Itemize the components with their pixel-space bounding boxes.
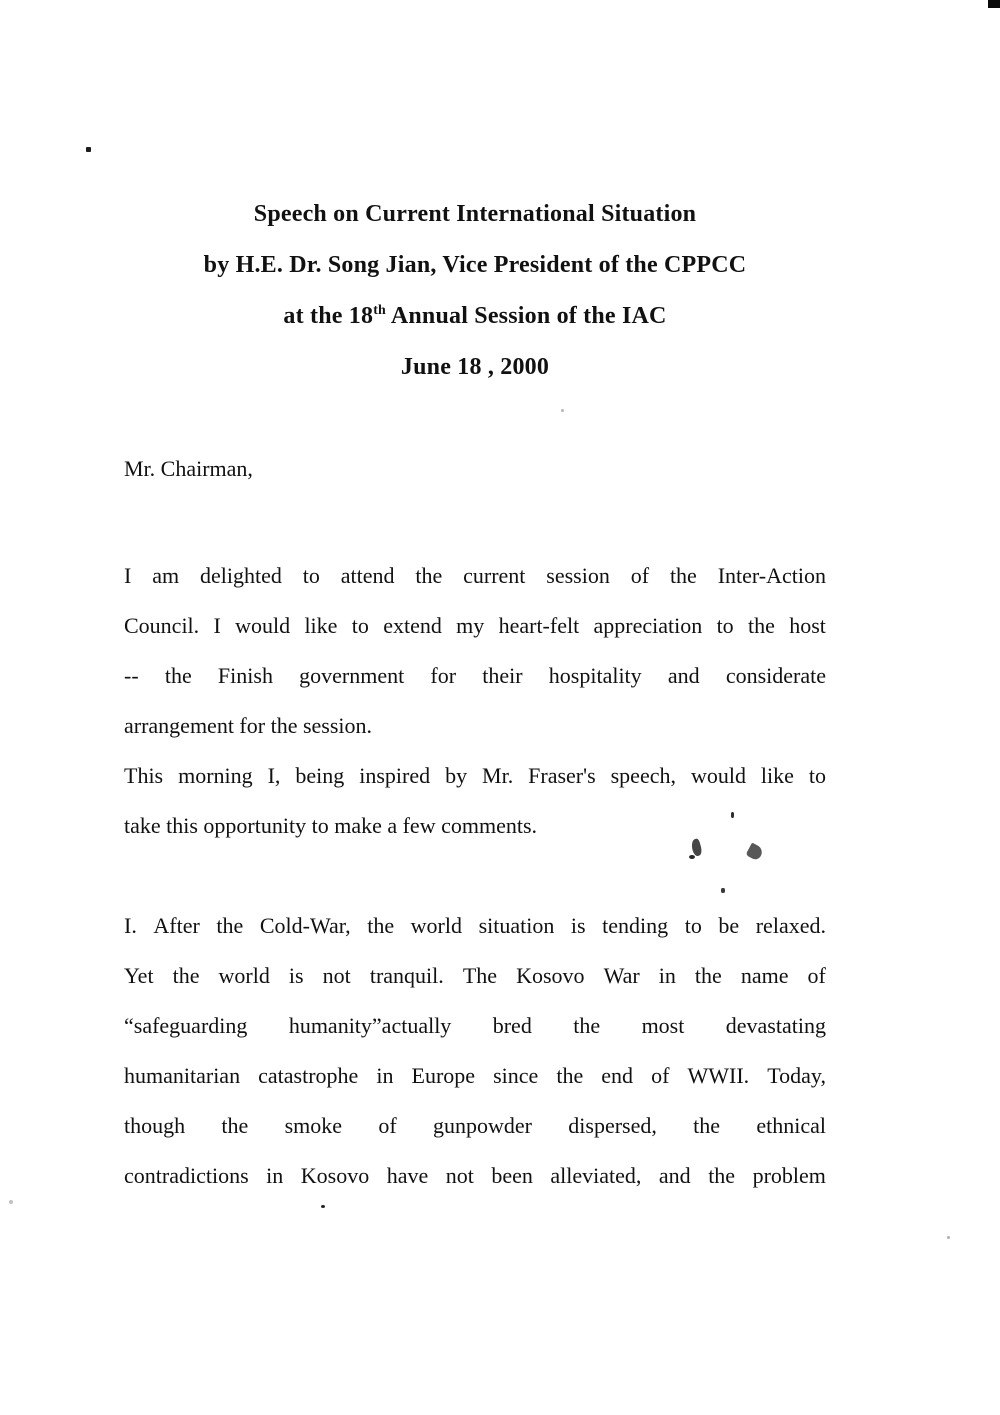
document-date-text: June 18 , 2000 bbox=[400, 354, 550, 380]
word: my bbox=[456, 613, 485, 638]
word: world bbox=[410, 913, 462, 938]
word: After bbox=[153, 913, 200, 938]
word: contradictions bbox=[124, 1163, 249, 1188]
word: to bbox=[808, 763, 826, 788]
ordinal-superscript: th bbox=[373, 303, 386, 318]
word: Cold-War, bbox=[259, 913, 351, 938]
word: hospitality bbox=[548, 663, 642, 688]
word: relaxed. bbox=[755, 913, 826, 938]
word: “safeguarding bbox=[124, 1013, 248, 1038]
word: government bbox=[299, 663, 405, 688]
word: War bbox=[603, 963, 640, 988]
word: of bbox=[651, 1063, 670, 1088]
word: The bbox=[462, 963, 498, 988]
word: smoke bbox=[284, 1113, 343, 1138]
word: am bbox=[152, 563, 180, 588]
word: inspired bbox=[359, 763, 431, 788]
word: world bbox=[218, 963, 270, 988]
word: the bbox=[367, 913, 395, 938]
text-line: take this opportunity to make a few comments. bbox=[124, 813, 538, 838]
document-title-text: Speech on Current International Situation bbox=[253, 201, 697, 227]
word: attend bbox=[340, 563, 395, 588]
word: by bbox=[445, 763, 468, 788]
word: gunpowder bbox=[432, 1113, 532, 1138]
word: is bbox=[570, 913, 586, 938]
word: in bbox=[658, 963, 676, 988]
word: Yet bbox=[124, 963, 154, 988]
word: the bbox=[172, 963, 200, 988]
word: have bbox=[386, 1163, 429, 1188]
word: Europe bbox=[411, 1063, 476, 1088]
word: morning bbox=[178, 763, 253, 788]
word: situation bbox=[478, 913, 555, 938]
word: I, bbox=[267, 763, 281, 788]
word: for bbox=[430, 663, 457, 688]
word: dispersed, bbox=[568, 1113, 657, 1138]
document-title bbox=[124, 189, 826, 240]
occasion-text-pre: at the 18 bbox=[283, 303, 374, 329]
text-line bbox=[124, 551, 826, 601]
word: to bbox=[684, 913, 702, 938]
word: be bbox=[718, 913, 740, 938]
word: is bbox=[288, 963, 304, 988]
document-occasion-line bbox=[124, 291, 826, 342]
ink-speck bbox=[947, 1236, 950, 1239]
text-line bbox=[124, 1101, 826, 1151]
word: would bbox=[690, 763, 746, 788]
word: like bbox=[304, 613, 338, 638]
word: Kosovo bbox=[300, 1163, 370, 1188]
word: extend bbox=[383, 613, 442, 638]
word: I. bbox=[124, 913, 137, 938]
document-date-line bbox=[124, 342, 826, 393]
document-author-line bbox=[124, 240, 826, 291]
word: the bbox=[415, 563, 443, 588]
word: to bbox=[716, 613, 734, 638]
word: the bbox=[694, 963, 722, 988]
text-line bbox=[124, 951, 826, 1001]
word: the bbox=[573, 1013, 601, 1038]
word: in bbox=[376, 1063, 394, 1088]
document-author-text: by H.E. Dr. Song Jian, Vice President of the CPPCC bbox=[203, 252, 747, 278]
word: most bbox=[641, 1013, 685, 1038]
word: to bbox=[302, 563, 320, 588]
word: their bbox=[482, 663, 523, 688]
paragraph-introduction bbox=[124, 551, 826, 751]
word: WWII. bbox=[687, 1063, 750, 1088]
word: humanity”actually bbox=[288, 1013, 452, 1038]
word: Today, bbox=[767, 1063, 826, 1088]
word: of bbox=[378, 1113, 397, 1138]
word: name bbox=[740, 963, 789, 988]
ink-speck bbox=[9, 1200, 13, 1204]
word: not bbox=[445, 1163, 474, 1188]
word: session bbox=[546, 563, 610, 588]
word: been bbox=[491, 1163, 533, 1188]
word: in bbox=[266, 1163, 284, 1188]
word: host bbox=[789, 613, 826, 638]
text-line bbox=[124, 651, 826, 701]
word: though bbox=[124, 1113, 186, 1138]
paragraph-opening-remark bbox=[124, 751, 826, 851]
document-body bbox=[124, 444, 826, 1201]
word: tending bbox=[602, 913, 669, 938]
word: appreciation bbox=[593, 613, 703, 638]
word: Mr. bbox=[482, 763, 514, 788]
word: since bbox=[493, 1063, 539, 1088]
word: Finish bbox=[217, 663, 273, 688]
word: Kosovo bbox=[516, 963, 585, 988]
word: This bbox=[124, 763, 164, 788]
page-content bbox=[124, 0, 826, 1415]
text-line bbox=[124, 601, 826, 651]
text-line bbox=[124, 1001, 826, 1051]
word: humanitarian bbox=[124, 1063, 241, 1088]
word: Fraser's bbox=[528, 763, 596, 788]
word: devastating bbox=[725, 1013, 826, 1038]
word: being bbox=[295, 763, 345, 788]
word: would bbox=[235, 613, 291, 638]
word: bred bbox=[492, 1013, 532, 1038]
word: considerate bbox=[725, 663, 826, 688]
word: the bbox=[216, 913, 244, 938]
word: alleviated, bbox=[550, 1163, 642, 1188]
word: the bbox=[748, 613, 775, 638]
word: the bbox=[708, 1163, 736, 1188]
text-line bbox=[124, 1051, 826, 1101]
word: catastrophe bbox=[258, 1063, 359, 1088]
text-line: arrangement for the session. bbox=[124, 713, 373, 738]
word: to bbox=[351, 613, 369, 638]
word: delighted bbox=[199, 563, 282, 588]
document-title-block bbox=[124, 189, 826, 393]
paragraph-section-one bbox=[124, 901, 826, 1201]
word: the bbox=[693, 1113, 721, 1138]
ink-speck bbox=[86, 147, 91, 152]
text-line bbox=[124, 901, 826, 951]
word: the bbox=[669, 563, 697, 588]
occasion-text-post: Annual Session of the IAC bbox=[385, 303, 667, 329]
word: heart-felt bbox=[498, 613, 580, 638]
word: end bbox=[601, 1063, 634, 1088]
word: not bbox=[322, 963, 351, 988]
word: ethnical bbox=[756, 1113, 826, 1138]
word: I bbox=[213, 613, 221, 638]
word: the bbox=[164, 663, 192, 688]
word: and bbox=[658, 1163, 691, 1188]
word: the bbox=[221, 1113, 249, 1138]
word: and bbox=[667, 663, 700, 688]
word: tranquil. bbox=[369, 963, 444, 988]
word: speech, bbox=[610, 763, 676, 788]
word: current bbox=[463, 563, 526, 588]
word: Council. bbox=[124, 613, 200, 638]
word: -- bbox=[124, 663, 139, 688]
word: like bbox=[760, 763, 794, 788]
word: of bbox=[630, 563, 650, 588]
text-line bbox=[124, 751, 826, 801]
word: problem bbox=[752, 1163, 826, 1188]
word: of bbox=[807, 963, 826, 988]
scan-corner-artifact bbox=[988, 0, 1000, 8]
word: the bbox=[556, 1063, 584, 1088]
salutation: Mr. Chairman, bbox=[124, 456, 253, 481]
word: I bbox=[124, 563, 132, 588]
word: Inter-Action bbox=[717, 563, 826, 588]
text-line bbox=[124, 1151, 826, 1201]
